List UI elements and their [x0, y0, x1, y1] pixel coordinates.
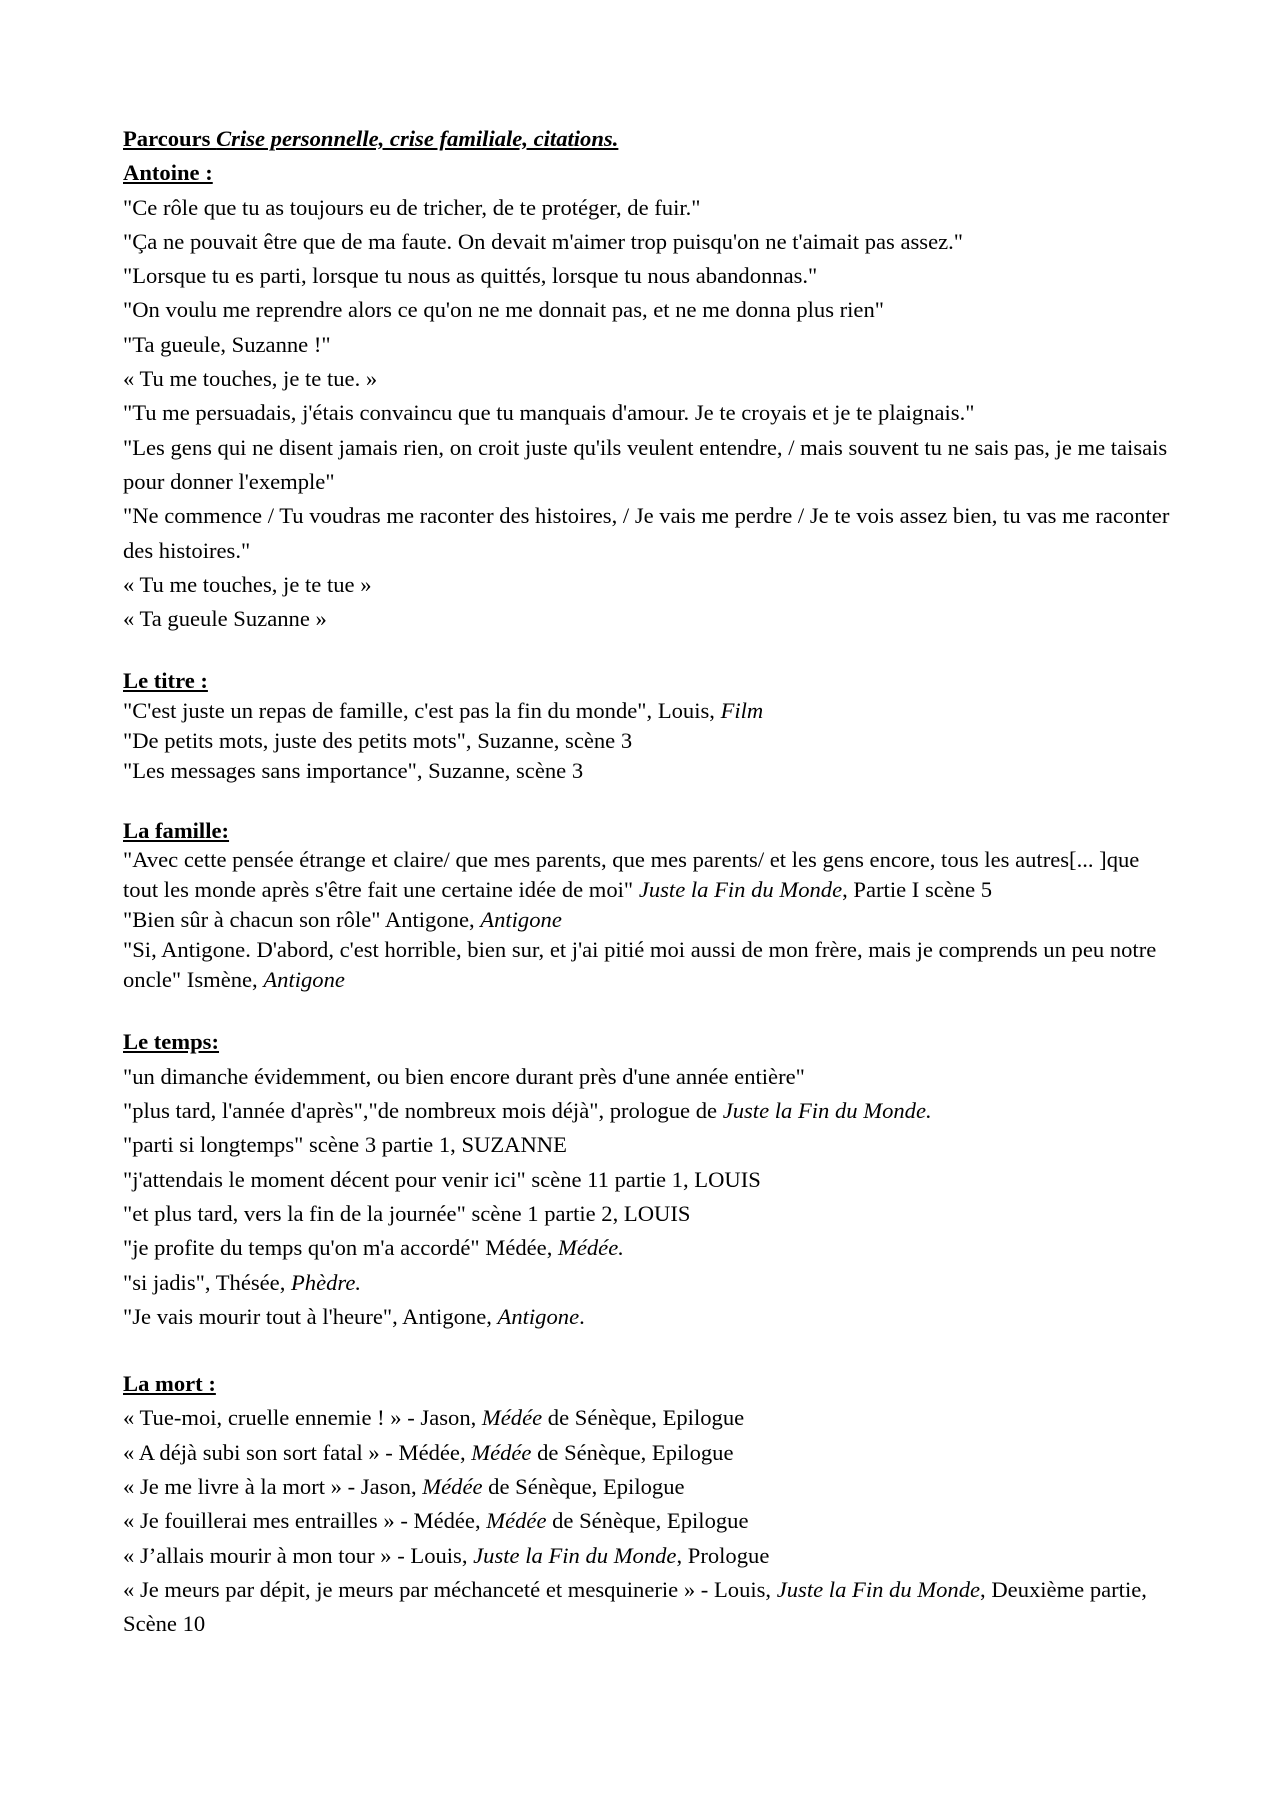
document-page — [123, 122, 1173, 1641]
quote-line: "je profite du temps qu'on m'a accordé" Médée, Médée. — [123, 1235, 624, 1261]
quote-line: « Tu me touches, je te tue. » — [123, 366, 378, 392]
heading-titre: Le titre : — [123, 668, 208, 694]
quote-line: "Les gens qui ne disent jamais rien, on croit juste qu'ils veulent entendre, / mais souvent tu ne sais pas, je me taisais pour donner l'exemple" — [123, 434, 1168, 494]
quote-line: "Ça ne pouvait être que de ma faute. On devait m'aimer trop puisqu'on ne t'aimait pas assez." — [123, 228, 964, 254]
quote-line: "Je vais mourir tout à l'heure", Antigone, Antigone. — [123, 1303, 585, 1329]
title-italic: Crise personnelle, crise familiale, citations. — [216, 126, 619, 151]
section-temps — [123, 1025, 1173, 1334]
quote-line: "Ce rôle que tu as toujours eu de tricher, de te protéger, de fuir." — [123, 194, 701, 220]
heading-antoine: Antoine : — [123, 160, 213, 186]
title-prefix: Parcours — [123, 126, 217, 151]
quote-line: "De petits mots, juste des petits mots", Suzanne, scène 3 — [123, 728, 633, 754]
section-famille — [123, 816, 1173, 995]
quote-line: « Je meurs par dépit, je meurs par méchanceté et mesquinerie » - Louis, Juste la Fin du Monde, Deuxième partie, Scène 10 — [123, 1576, 1147, 1637]
quote-line: "Bien sûr à chacun son rôle" Antigone, Antigone — [123, 907, 562, 933]
quote-line: "parti si longtemps" scène 3 partie 1, SUZANNE — [123, 1132, 567, 1158]
section-titre — [123, 666, 1173, 785]
quote-line: "C'est juste un repas de famille, c'est pas la fin du monde", Louis, Film — [123, 698, 764, 724]
quote-line: "Si, Antigone. D'abord, c'est horrible, bien sur, et j'ai pitié moi aussi de mon frère, mais je comprends un peu notre oncle" Ismène, Antigone — [123, 936, 1157, 992]
quote-line: "Avec cette pensée étrange et claire/ que mes parents, que mes parents/ et les gens encore, tous les autres[... ]que tout les monde après s'être fait une certaine idée de moi" Juste la Fin du Monde, Partie I scène 5 — [123, 847, 1140, 903]
document-title — [123, 122, 1173, 156]
quote-line: "On voulu me reprendre alors ce qu'on ne me donnait pas, et ne me donna plus rien" — [123, 297, 884, 323]
heading-temps: Le temps: — [123, 1029, 220, 1055]
quote-line: "Tu me persuadais, j'étais convaincu que tu manquais d'amour. Je te croyais et je te plaignais." — [123, 400, 975, 426]
quote-line: « Tu me touches, je te tue » — [123, 571, 372, 597]
quote-line: "et plus tard, vers la fin de la journée" scène 1 partie 2, LOUIS — [123, 1200, 691, 1226]
quote-line: "Les messages sans importance", Suzanne, scène 3 — [123, 757, 584, 783]
section-mort — [123, 1367, 1173, 1641]
quote-line: « Ta gueule Suzanne » — [123, 606, 327, 632]
quote-line: "plus tard, l'année d'après","de nombreux mois déjà", prologue de Juste la Fin du Monde. — [123, 1098, 932, 1124]
quote-line: « A déjà subi son sort fatal » - Médée, Médée de Sénèque, Epilogue — [123, 1439, 734, 1465]
quote-line: « Tue-moi, cruelle ennemie ! » - Jason, Médée de Sénèque, Epilogue — [123, 1405, 745, 1431]
quote-line: "si jadis", Thésée, Phèdre. — [123, 1269, 362, 1295]
quote-line: « Je me livre à la mort » - Jason, Médée de Sénèque, Epilogue — [123, 1473, 685, 1499]
quote-line: « Je fouillerai mes entrailles » - Médée, Médée de Sénèque, Epilogue — [123, 1508, 749, 1534]
quote-line: "Ne commence / Tu voudras me raconter des histoires, / Je vais me perdre / Je te vois assez bien, tu vas me raconter des histoires." — [123, 503, 1170, 563]
quote-line: "j'attendais le moment décent pour venir ici" scène 11 partie 1, LOUIS — [123, 1166, 761, 1192]
section-antoine — [123, 122, 1173, 636]
heading-mort: La mort : — [123, 1371, 216, 1397]
heading-famille: La famille: — [123, 817, 230, 843]
quote-line: « J’allais mourir à mon tour » - Louis, Juste la Fin du Monde, Prologue — [123, 1542, 770, 1568]
quote-line: "un dimanche évidemment, ou bien encore durant près d'une année entière" — [123, 1063, 805, 1089]
quote-line: "Lorsque tu es parti, lorsque tu nous as quittés, lorsque tu nous abandonnas." — [123, 263, 818, 289]
quote-line: "Ta gueule, Suzanne !" — [123, 331, 331, 357]
